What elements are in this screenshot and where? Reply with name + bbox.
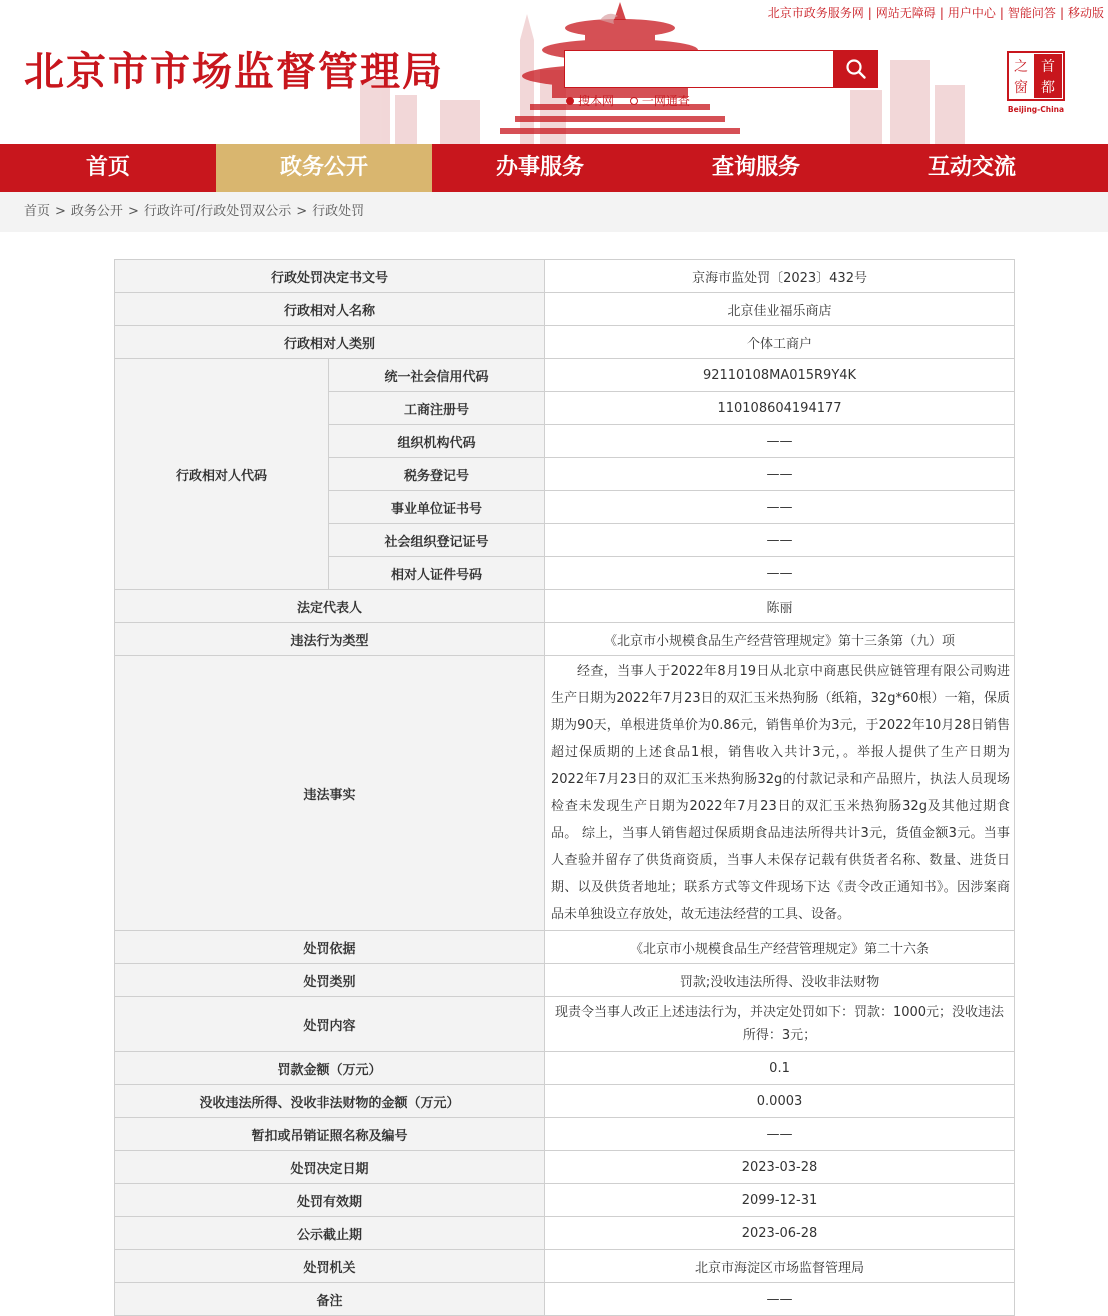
table-row xyxy=(115,931,1015,964)
table-row xyxy=(115,326,1015,359)
violation-type-label: 违法行为类型 xyxy=(115,623,545,656)
breadcrumb-dual-publicity[interactable]: 行政许可/行政处罚双公示 xyxy=(143,204,292,219)
search-scope-all[interactable]: 一网通查 xyxy=(630,92,690,109)
fine-value: 0.1 xyxy=(545,1052,1015,1085)
search-icon xyxy=(845,58,867,80)
search-scope-site[interactable]: 搜本网 xyxy=(566,92,614,109)
violation-type-value: 《北京市小规模食品生产经营管理规定》第十三条第（九）项 xyxy=(545,623,1015,656)
table-row xyxy=(115,293,1015,326)
radio-selected-icon xyxy=(566,97,574,105)
institution-cert-no-value: —— xyxy=(545,491,1015,524)
credit-code-label: 统一社会信用代码 xyxy=(329,359,545,392)
top-link-user-center[interactable]: 用户中心 xyxy=(947,6,996,20)
nav-services[interactable]: 办事服务 xyxy=(495,155,584,180)
id-no-label: 相对人证件号码 xyxy=(329,557,545,590)
authority-label: 处罚机关 xyxy=(115,1250,545,1283)
breadcrumb-home[interactable]: 首页 xyxy=(24,204,51,219)
top-link-gov-service[interactable]: 北京市政务服务网 xyxy=(767,6,864,20)
org-code-value: —— xyxy=(545,425,1015,458)
institution-cert-no-label: 事业单位证书号 xyxy=(329,491,545,524)
valid-until-label: 处罚有效期 xyxy=(115,1184,545,1217)
facts-value: 经查，当事人于2022年8月19日从北京中商惠民供应链管理有限公司购进生产日期为2022年7月23日的双汇玉米热狗肠（纸箱，32g*60根）一箱，保质期为90天，单根进货单价为0.86元，销售单价为3元，于2022年10月28日销售超过保质期的上述食品1根，销售收入共计3元，。举报人提供了生产日期为2022年7月23日的双汇玉米热狗肠32g的付款记录和产品照片，执法人员现场检查未发现生产日期为2022年7月23日的双汇玉米热狗肠32g及其他过期食品。 综上，当事人销售超过保质期食品违法所得共计3元，货值金额3元。当事人查验并留存了供货商资质，当事人未保存记载有供货者名称、数量、进货日期、以及供货者地址；联系方式等文件现场下达《责令改正通知书》。因涉案商品未单独设立存放处，故无违法经营的工具、设备。 xyxy=(545,656,1015,931)
license-value: —— xyxy=(545,1118,1015,1151)
social-org-reg-no-value: —— xyxy=(545,524,1015,557)
site-title: 北京市市场监督管理局 xyxy=(24,49,444,95)
content-label: 处罚内容 xyxy=(115,997,545,1052)
svg-text:首: 首 xyxy=(1041,59,1055,75)
penalty-record-table xyxy=(114,259,1015,1316)
party-name-label: 行政相对人名称 xyxy=(115,293,545,326)
search-button[interactable] xyxy=(833,50,878,88)
breadcrumb-penalty[interactable]: 行政处罚 xyxy=(312,204,365,219)
tax-reg-no-label: 税务登记号 xyxy=(329,458,545,491)
publish-end-value: 2023-06-28 xyxy=(545,1217,1015,1250)
party-type-value: 个体工商户 xyxy=(545,326,1015,359)
nav-query[interactable]: 查询服务 xyxy=(711,155,800,180)
table-row xyxy=(115,1184,1015,1217)
breadcrumb-gov-affairs[interactable]: 政务公开 xyxy=(70,204,123,219)
radio-unselected-icon xyxy=(630,97,638,105)
nav-home[interactable]: 首页 xyxy=(85,155,130,180)
nav-gov-affairs[interactable]: 政务公开 xyxy=(216,144,432,192)
top-links: 北京市政务服务网 | 网站无障碍 | 用户中心 | 智能问答 | 移动版 xyxy=(767,6,1104,20)
legal-rep-label: 法定代表人 xyxy=(115,590,545,623)
svg-text:之: 之 xyxy=(1014,59,1028,75)
table-row xyxy=(115,590,1015,623)
table-row xyxy=(115,359,1015,392)
fine-label: 罚款金额（万元） xyxy=(115,1052,545,1085)
table-row xyxy=(115,964,1015,997)
breadcrumb: 首页 > 政务公开 > 行政许可/行政处罚双公示 > 行政处罚 xyxy=(0,192,1108,232)
svg-text:Beijing-China: Beijing-China xyxy=(1007,105,1065,114)
content-value: 现责令当事人改正上述违法行为，并决定处罚如下：罚款：1000元；没收违法所得：3元； xyxy=(545,997,1015,1052)
table-row xyxy=(115,656,1015,931)
business-reg-no-value: 110108604194177 xyxy=(545,392,1015,425)
capital-window-logo[interactable] xyxy=(1006,50,1066,114)
table-row xyxy=(115,997,1015,1052)
table-row xyxy=(115,1151,1015,1184)
confiscation-value: 0.0003 xyxy=(545,1085,1015,1118)
table-row xyxy=(115,1118,1015,1151)
org-code-label: 组织机构代码 xyxy=(329,425,545,458)
table-row xyxy=(115,260,1015,293)
table-row xyxy=(115,1217,1015,1250)
table-row xyxy=(115,1250,1015,1283)
decision-date-label: 处罚决定日期 xyxy=(115,1151,545,1184)
table-row xyxy=(115,1052,1015,1085)
decision-no-label: 行政处罚决定书文号 xyxy=(115,260,545,293)
confiscation-label: 没收违法所得、没收非法财物的金额（万元） xyxy=(115,1085,545,1118)
svg-text:都: 都 xyxy=(1041,80,1055,96)
top-link-smart-qa[interactable]: 智能问答 xyxy=(1007,6,1056,20)
site-header xyxy=(0,0,1108,144)
top-link-mobile[interactable]: 移动版 xyxy=(1067,6,1104,20)
social-org-reg-no-label: 社会组织登记证号 xyxy=(329,524,545,557)
valid-until-value: 2099-12-31 xyxy=(545,1184,1015,1217)
publish-end-label: 公示截止期 xyxy=(115,1217,545,1250)
facts-label: 违法事实 xyxy=(115,656,545,931)
party-type-label: 行政相对人类别 xyxy=(115,326,545,359)
svg-text:窗: 窗 xyxy=(1014,80,1028,96)
category-value: 罚款;没收违法所得、没收非法财物 xyxy=(545,964,1015,997)
decision-date-value: 2023-03-28 xyxy=(545,1151,1015,1184)
search-scope-options xyxy=(566,92,702,109)
remark-label: 备注 xyxy=(115,1283,545,1316)
table-row xyxy=(115,623,1015,656)
search-box xyxy=(564,50,878,88)
search-input[interactable] xyxy=(565,51,835,87)
table-row xyxy=(115,1283,1015,1316)
credit-code-value: 92110108MA015R9Y4K xyxy=(545,359,1015,392)
remark-value: —— xyxy=(545,1283,1015,1316)
legal-rep-value: 陈丽 xyxy=(545,590,1015,623)
table-row xyxy=(115,1085,1015,1118)
basis-label: 处罚依据 xyxy=(115,931,545,964)
tax-reg-no-value: —— xyxy=(545,458,1015,491)
main-nav xyxy=(0,144,1108,192)
category-label: 处罚类别 xyxy=(115,964,545,997)
decision-no-value: 京海市监处罚〔2023〕432号 xyxy=(545,260,1015,293)
basis-value: 《北京市小规模食品生产经营管理规定》第二十六条 xyxy=(545,931,1015,964)
nav-interaction[interactable]: 互动交流 xyxy=(927,155,1016,180)
party-name-value: 北京佳业福乐商店 xyxy=(545,293,1015,326)
id-no-value: —— xyxy=(545,557,1015,590)
license-label: 暂扣或吊销证照名称及编号 xyxy=(115,1118,545,1151)
authority-value: 北京市海淀区市场监督管理局 xyxy=(545,1250,1015,1283)
party-code-label: 行政相对人代码 xyxy=(115,359,329,590)
top-link-accessibility[interactable]: 网站无障碍 xyxy=(875,6,936,20)
business-reg-no-label: 工商注册号 xyxy=(329,392,545,425)
